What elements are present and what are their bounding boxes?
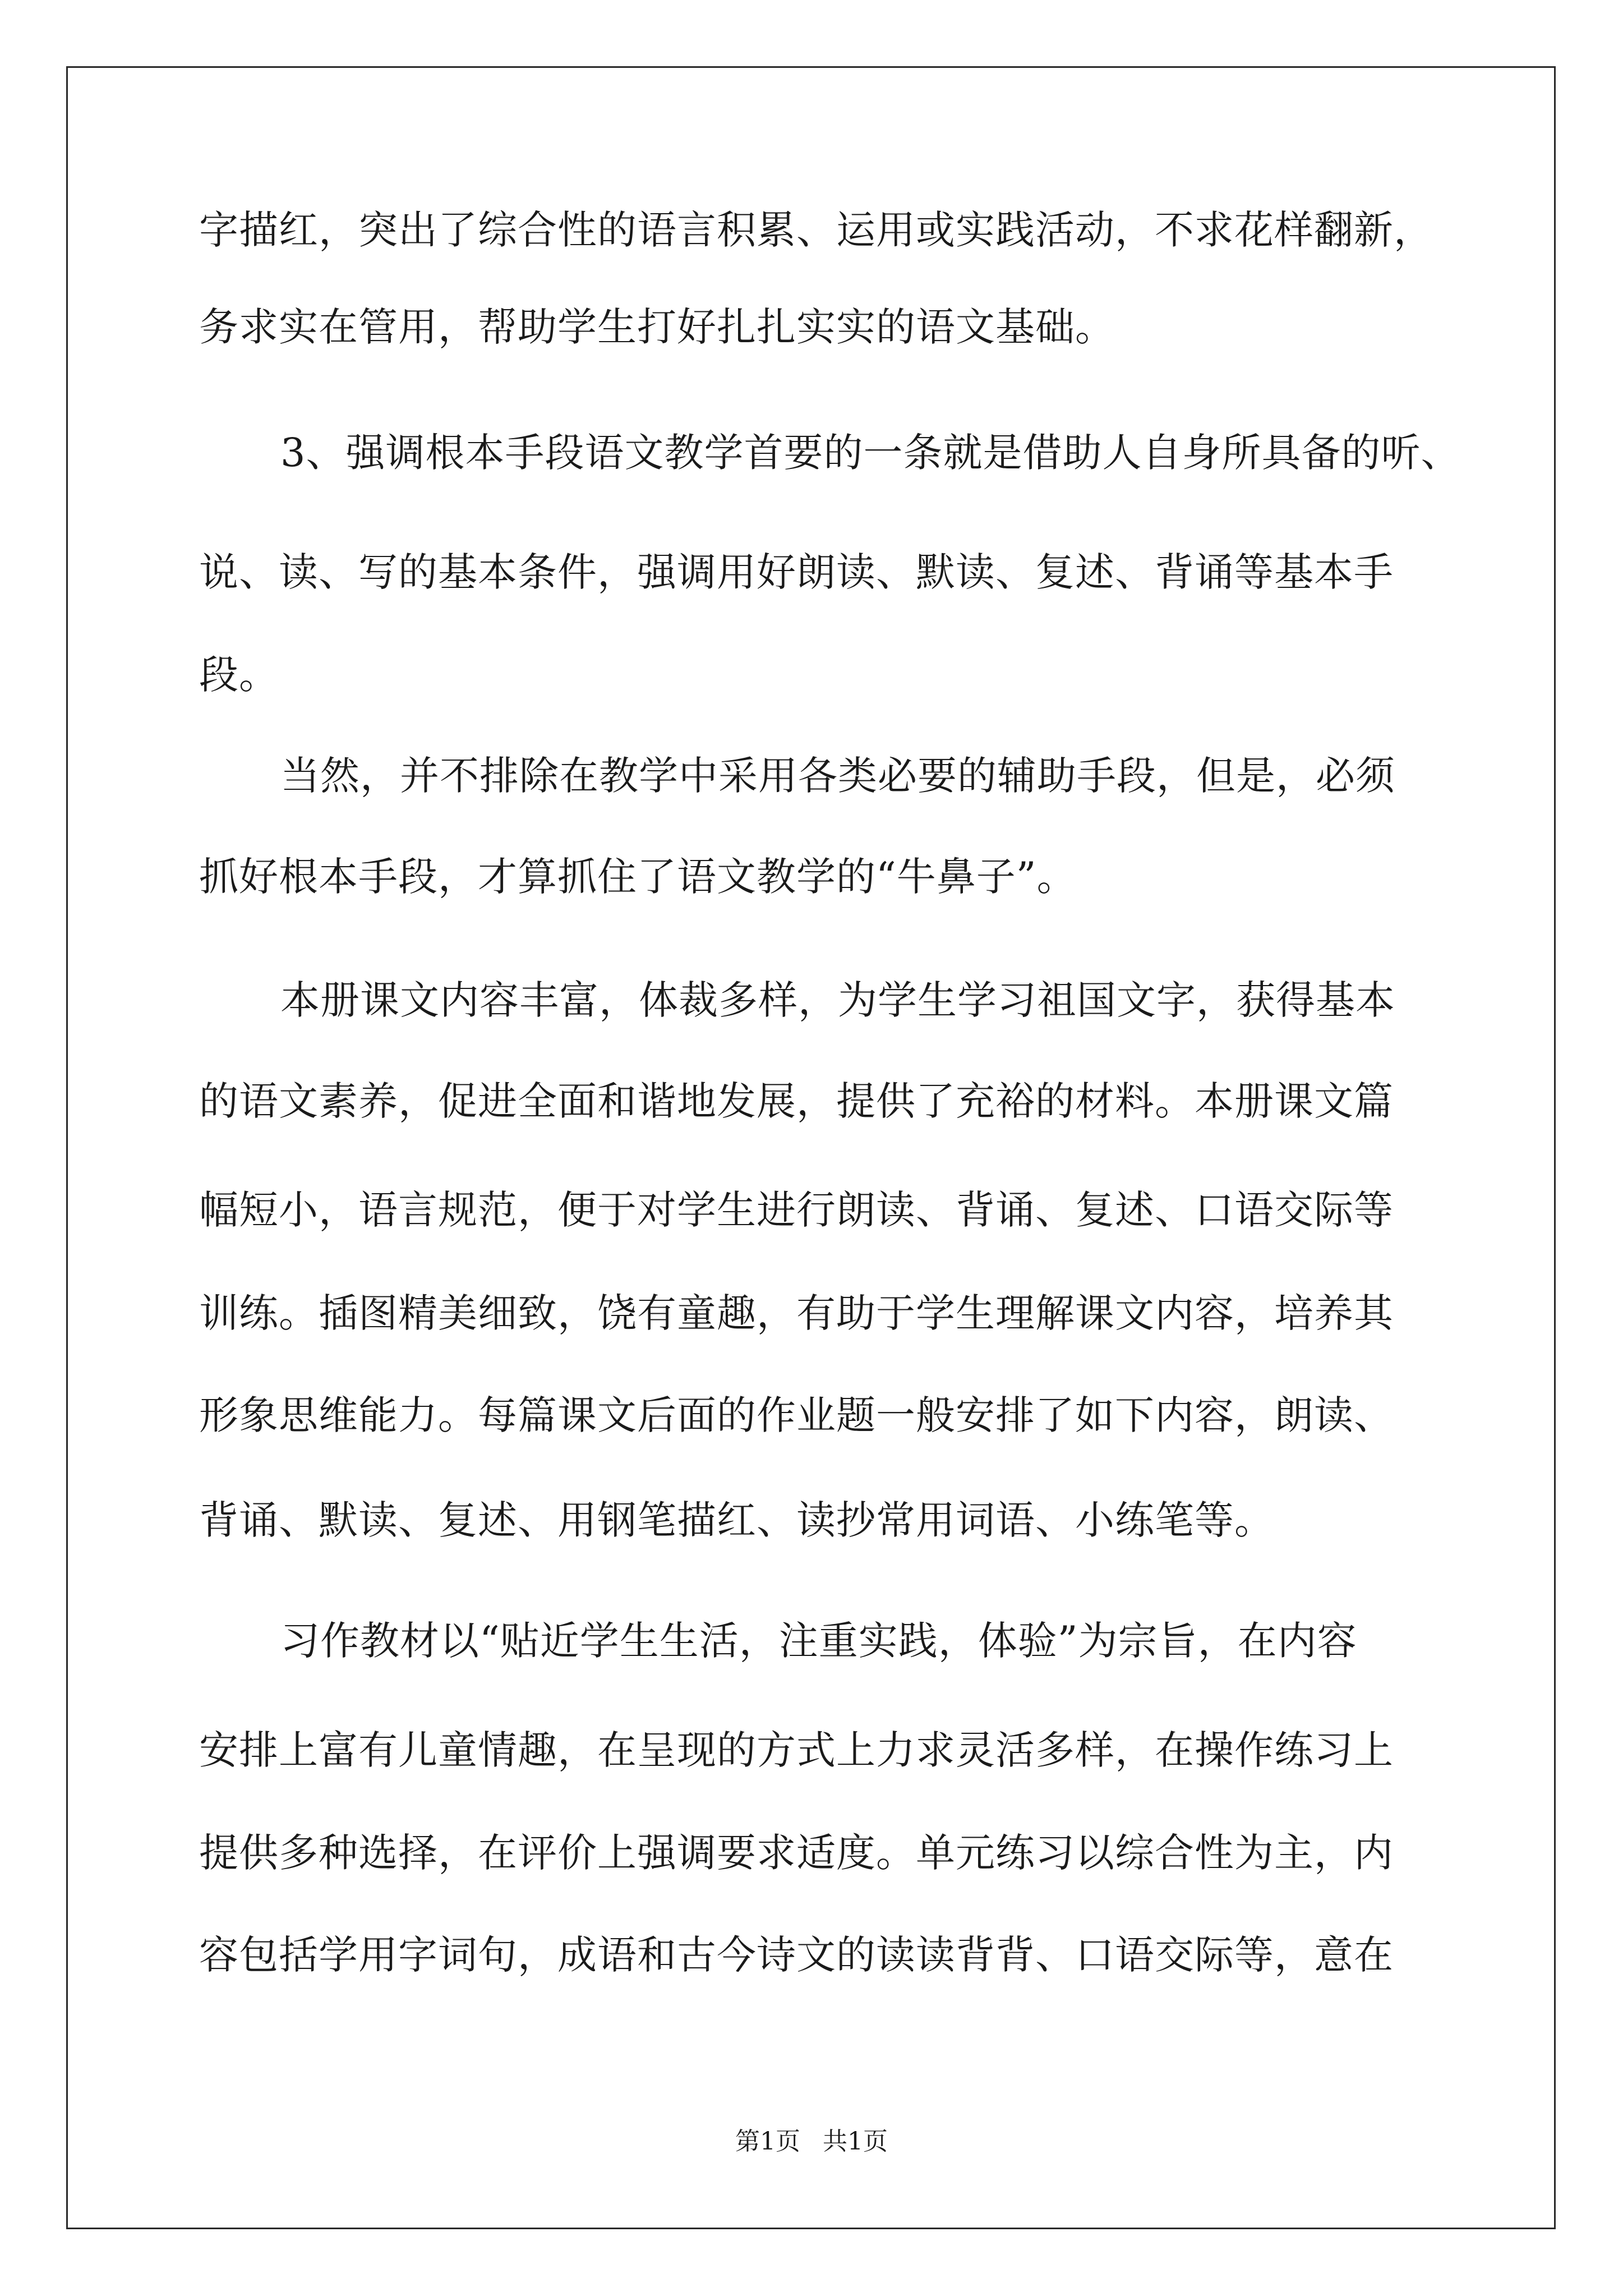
page-number: 第1页 xyxy=(735,2127,800,2156)
page-total: 共1页 xyxy=(823,2127,888,2156)
page-footer xyxy=(0,2126,1623,2157)
text-line-11: 训练。插图精美细致，饶有童趣，有助于学生理解课文内容，培养其 xyxy=(199,1290,1394,1336)
text-line-8: 本册课文内容丰富，体裁多样，为学生学习祖国文字，获得基本 xyxy=(280,977,1395,1023)
text-line-13: 背诵、默读、复述、用钢笔描红、读抄常用词语、小练笔等。 xyxy=(199,1497,1274,1543)
text-line-10: 幅短小，语言规范，便于对学生进行朗读、背诵、复述、口语交际等 xyxy=(199,1187,1394,1233)
text-line-2: 务求实在管用，帮助学生打好扎扎实实的语文基础。 xyxy=(199,304,1115,350)
text-line-9: 的语文素养，促进全面和谐地发展，提供了充裕的材料。本册课文篇 xyxy=(199,1078,1394,1124)
text-line-1: 字描红，突出了综合性的语言积累、运用或实践活动，不求花样翻新， xyxy=(199,207,1433,253)
text-line-17: 容包括学用字词句，成语和古今诗文的读读背背、口语交际等，意在 xyxy=(199,1932,1394,1978)
text-line-4: 说、读、写的基本条件，强调用好朗读、默读、复述、背诵等基本手 xyxy=(199,549,1394,595)
text-line-12: 形象思维能力。每篇课文后面的作业题一般安排了如下内容，朗读、 xyxy=(199,1392,1394,1438)
text-line-5: 段。 xyxy=(199,652,279,698)
text-line-6: 当然，并不排除在教学中采用各类必要的辅助手段，但是，必须 xyxy=(280,753,1395,799)
text-line-14: 习作教材以“贴近学生生活，注重实践，体验”为宗旨，在内容 xyxy=(280,1618,1357,1664)
text-line-7: 抓好根本手段，才算抓住了语文教学的“牛鼻子”。 xyxy=(199,854,1077,900)
text-line-3: 3、强调根本手段语文教学首要的一条就是借助人自身所具备的听、 xyxy=(280,430,1461,476)
text-line-15: 安排上富有儿童情趣，在呈现的方式上力求灵活多样，在操作练习上 xyxy=(199,1727,1394,1773)
page-border xyxy=(66,66,1556,2229)
text-line-16: 提供多种选择，在评价上强调要求适度。单元练习以综合性为主，内 xyxy=(199,1830,1394,1876)
